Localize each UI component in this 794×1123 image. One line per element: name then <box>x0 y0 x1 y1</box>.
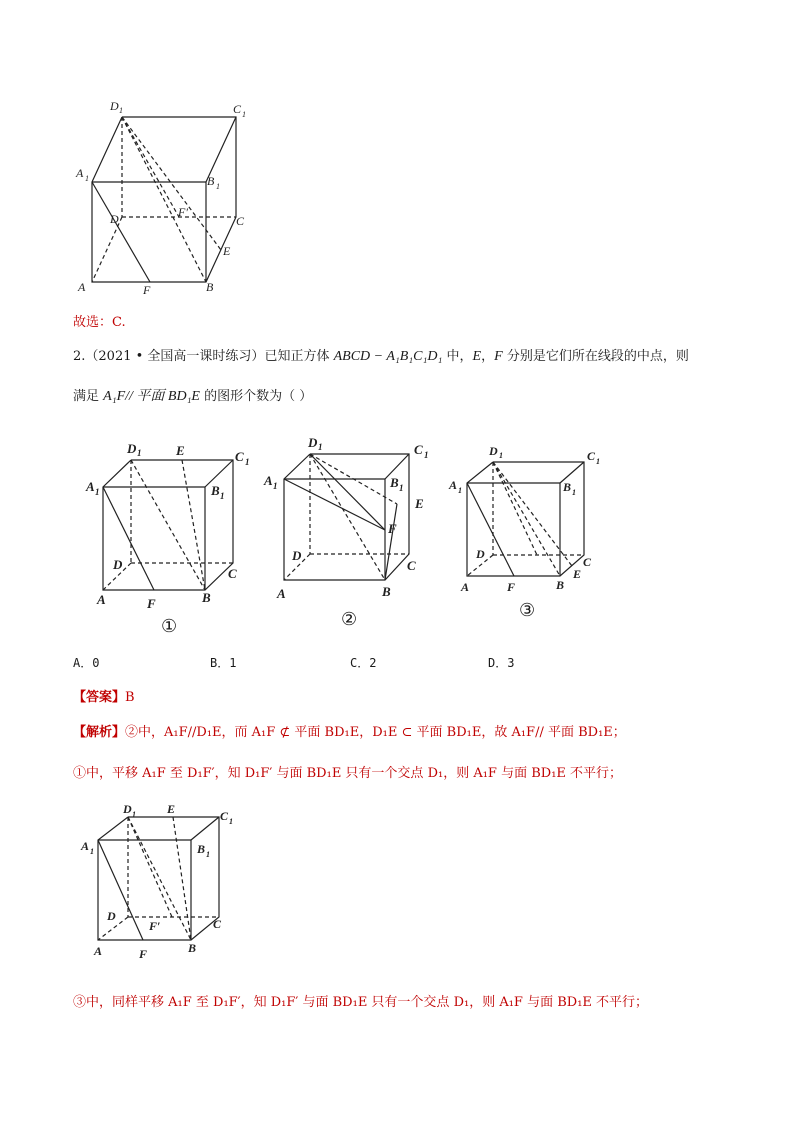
analysis-line-2: ①中，平移 A₁F 至 D₁F′，知 D₁F′ 与面 BD₁E 只有一个交点 D₁，则 A₁F 与面 BD₁E 不平行； <box>73 766 623 781</box>
question-number: 2. <box>73 349 86 364</box>
question-line-2 <box>73 385 312 405</box>
svg-text:E: E <box>167 802 176 816</box>
svg-text:C: C <box>235 449 244 464</box>
svg-text:A: A <box>78 280 86 294</box>
question-line2-a: 满足 <box>73 389 100 404</box>
svg-text:C: C <box>414 442 423 457</box>
svg-text:D: D <box>123 802 132 816</box>
svg-text:C: C <box>587 449 596 463</box>
svg-text:E: E <box>415 496 424 511</box>
svg-text:B: B <box>206 280 214 294</box>
svg-text:D: D <box>110 212 119 226</box>
svg-text:B: B <box>197 842 206 856</box>
analysis-line-1 <box>73 721 626 740</box>
svg-text:1: 1 <box>119 106 123 115</box>
svg-text:1: 1 <box>137 448 142 458</box>
question-text-b: 中， <box>446 349 473 364</box>
option-c: C．2 <box>350 656 377 670</box>
question-point-e: E <box>472 349 482 364</box>
svg-text:F: F <box>147 596 156 611</box>
question-point-f: F <box>494 349 503 364</box>
figure-prev-cube <box>70 95 260 325</box>
svg-text:1: 1 <box>245 457 250 467</box>
svg-text:A: A <box>86 479 95 494</box>
svg-text:C: C <box>583 555 592 569</box>
svg-text:1: 1 <box>206 850 210 859</box>
svg-text:1: 1 <box>499 451 503 460</box>
svg-text:F: F <box>143 283 151 297</box>
option-a: A．0 <box>73 656 100 670</box>
svg-text:C: C <box>407 558 416 573</box>
svg-text:D: D <box>127 441 137 456</box>
svg-text:B: B <box>556 578 565 592</box>
question-sep: ， <box>481 349 495 364</box>
svg-text:1: 1 <box>229 817 233 826</box>
question-source: （2021 • 全国高一课时练习） <box>85 349 265 364</box>
svg-text:F′: F′ <box>178 205 188 219</box>
svg-text:E: E <box>223 244 231 258</box>
svg-text:1: 1 <box>242 110 246 119</box>
figure-1-label: ① <box>161 616 178 637</box>
svg-text:C: C <box>236 214 245 228</box>
svg-text:1: 1 <box>90 847 94 856</box>
svg-text:C: C <box>220 809 229 823</box>
svg-text:A: A <box>461 580 470 594</box>
svg-text:A: A <box>277 586 286 601</box>
svg-text:F: F <box>388 521 397 536</box>
svg-text:A: A <box>81 839 90 853</box>
svg-text:D: D <box>476 547 485 561</box>
figure-analysis-cube <box>78 800 253 968</box>
figure-2-label: ② <box>341 609 358 630</box>
svg-text:D: D <box>308 435 318 450</box>
svg-text:1: 1 <box>458 486 462 495</box>
question-line2-expr: A₁F// 平面 BD₁E <box>103 389 200 404</box>
svg-text:F′: F′ <box>149 919 161 933</box>
svg-text:A: A <box>264 473 273 488</box>
svg-text:C: C <box>233 102 242 116</box>
svg-text:A: A <box>97 592 106 607</box>
svg-text:E: E <box>573 567 582 581</box>
svg-text:1: 1 <box>596 457 600 466</box>
svg-text:1: 1 <box>220 491 225 501</box>
answer-value: B <box>125 690 135 705</box>
svg-text:B: B <box>211 483 220 498</box>
svg-text:1: 1 <box>424 450 429 460</box>
option-d: D．3 <box>488 656 515 670</box>
svg-text:A: A <box>94 944 103 958</box>
analysis-line-3: ③中，同样平移 A₁F 至 D₁F′，知 D₁F′ 与面 BD₁E 只有一个交点 D₁，则 A₁F 与面 BD₁E 不平行； <box>73 995 649 1010</box>
prev-answer-line: 故选：C. <box>73 315 126 330</box>
answer-tag: 【答案】 <box>73 690 126 705</box>
svg-text:1: 1 <box>399 483 404 493</box>
question-line-1 <box>73 345 689 365</box>
analysis-tag: 【解析】 <box>73 725 126 740</box>
svg-text:B: B <box>207 174 215 188</box>
svg-text:B: B <box>390 475 399 490</box>
figure-3-label: ③ <box>519 600 536 621</box>
svg-text:B: B <box>563 480 572 494</box>
question-text-c: 分别是它们所在线段的中点，则 <box>506 349 689 364</box>
svg-text:E: E <box>176 443 185 458</box>
svg-text:D: D <box>489 444 498 458</box>
svg-text:D: D <box>113 557 123 572</box>
svg-text:B: B <box>202 590 211 605</box>
svg-text:1: 1 <box>216 182 220 191</box>
svg-text:1: 1 <box>572 488 576 497</box>
svg-text:C: C <box>228 566 237 581</box>
question-expr-cube: ABCD − A₁B₁C₁D₁ <box>333 349 443 364</box>
option-b: B．1 <box>210 656 237 670</box>
svg-text:A: A <box>449 478 458 492</box>
analysis-text-1: ②中，A₁F//D₁E，而 A₁F ⊄ 平面 BD₁E，D₁E ⊂ 平面 BD₁E，故 A₁F// 平面 BD₁E； <box>125 725 626 740</box>
figure-2-cube <box>262 432 442 637</box>
svg-text:1: 1 <box>85 174 89 183</box>
svg-text:F: F <box>507 580 516 594</box>
svg-text:B: B <box>188 941 197 955</box>
svg-text:B: B <box>382 584 391 599</box>
svg-text:A: A <box>76 166 84 180</box>
svg-text:D: D <box>292 548 302 563</box>
svg-text:1: 1 <box>132 810 136 819</box>
figure-3-cube <box>443 440 613 600</box>
question-text-a: 已知正方体 <box>264 349 330 364</box>
svg-text:1: 1 <box>318 442 323 452</box>
svg-text:D: D <box>110 99 119 113</box>
question-line2-b: 的图形个数为（ ） <box>204 389 313 404</box>
answer-line <box>73 686 135 705</box>
svg-text:D: D <box>107 909 116 923</box>
svg-text:F: F <box>139 947 148 961</box>
svg-text:1: 1 <box>95 487 100 497</box>
svg-text:C: C <box>213 917 222 931</box>
svg-text:1: 1 <box>273 481 278 491</box>
